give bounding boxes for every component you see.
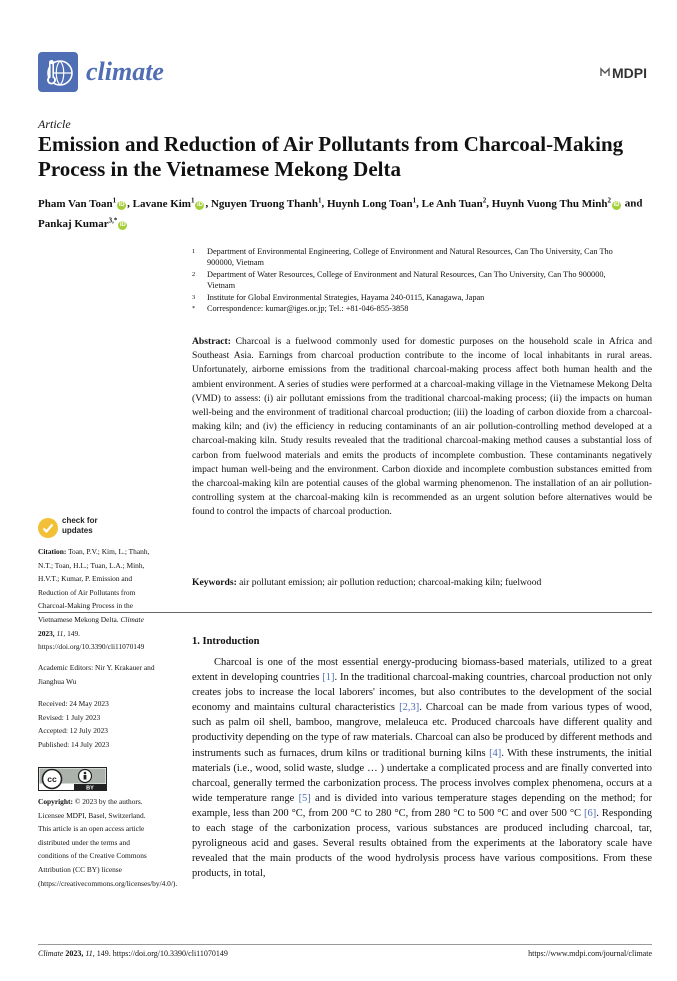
author: [211, 198, 322, 210]
citation-link[interactable]: [4]: [489, 747, 502, 759]
footer-volume: 11,: [85, 949, 95, 958]
footer-year: 2023,: [65, 949, 84, 958]
affiliation-mark: 2: [192, 270, 196, 278]
publisher-name: MDPI: [612, 65, 647, 81]
citation-text: Toan, P.V.; Kim, L.; Thanh, N.T.; Toan, H.L.; Tuan, L.A.; Minh, H.V.T.; Kumar, P. Emission and Reduction of Air Pollutants from Charcoal-Making Process in the Vietnamese Mekong Delta.: [38, 547, 150, 624]
cc-icon: cc: [47, 774, 57, 784]
citation-link[interactable]: [2,3]: [399, 702, 420, 714]
orcid-icon[interactable]: iD: [118, 201, 125, 208]
footer-divider: [38, 944, 652, 945]
citation-journal: Climate: [120, 614, 144, 624]
date-published: Published: 14 July 2023: [38, 739, 110, 749]
intro-text: Charcoal is one of the most essential energy-producing biomass-based materials, utilized to a great extent in developing countries: [192, 657, 652, 684]
by-label: BY: [86, 785, 94, 791]
affiliation-text: Institute for Global Environmental Strategies, Hayama 240-0115, Kanagawa, Japan: [207, 292, 485, 302]
publisher-logo: [598, 62, 652, 89]
affiliation-text: Correspondence: kumar@iges.or.jp; Tel.: +81-046-855-3858: [207, 304, 409, 314]
author-affiliation-mark: 1: [112, 196, 117, 204]
copyright-text: © 2023 by the authors. Licensee MDPI, Basel, Switzerland. This article is an open access article distributed under the terms and conditions of the Creative Commons Attribution (CC BY) license (https://creativecommons.org/licenses/by/4.0/).: [38, 797, 178, 888]
affiliation-3: [192, 292, 632, 303]
citation-year: 2023,: [38, 628, 55, 638]
article-title: Emission and Reduction of Air Pollutants from Charcoal-Making Process in the Vietnamese Mekong Delta: [38, 132, 624, 181]
check-updates-line2: updates: [62, 526, 93, 535]
copyright-label: Copyright:: [38, 797, 73, 806]
author-affiliation-mark: 2: [607, 196, 611, 204]
introduction-paragraph: [192, 655, 652, 881]
thermometer-globe-icon: [38, 52, 78, 92]
author-name: Huynh Long Toan: [326, 197, 413, 210]
author-list: Pham Van Toan$^1$iD , Lavane Kim$^1$iD , Nguyen Truong Thanh$^1$, Huynh Long Toan$^1$, Le Anh Tuan$^2$, Huynh Vuong Thu Minh$^2$iD and Pankaj Kumar$^{3,*}$iD: [38, 196, 643, 231]
citation-link[interactable]: [6]: [584, 807, 597, 819]
author-name: Nguyen Truong Thanh: [210, 197, 318, 210]
cc-by-license-badge[interactable]: [38, 767, 107, 791]
publication-dates: [38, 697, 160, 751]
citation-doi[interactable]: 149. https://doi.org/10.3390/cli11070149: [38, 628, 145, 652]
affiliations: [192, 246, 632, 314]
author: [38, 218, 128, 230]
journal-logo: [38, 52, 78, 92]
affiliation-text: Department of Environmental Engineering, College of Environment and Natural Resources, Can Tho University, Can Tho 900000, Vietnam: [207, 247, 613, 268]
abstract: [192, 335, 652, 520]
footer-journal: Climate: [38, 949, 64, 958]
citation-volume: 11,: [56, 628, 66, 638]
intro-text: . Charcoal can be made from various types of wood, such as palm oil shell, bamboo, mangrove, melaleuca etc. Produced charcoals have different quality and productivity depending on the type of raw materials. Charcoal can also be produced by different methods and instruments such as furnaces, drum kilns or traditional burning kilns: [192, 702, 652, 759]
keywords: [192, 577, 652, 588]
journal-name: climate: [86, 57, 164, 86]
author-name: Pankaj Kumar: [38, 218, 109, 231]
abstract-text: Charcoal is a fuelwood commonly used for domestic purposes on the household scale in Africa and Southeast Asia. Earnings from charcoal production contribute to the income of local inhabitants in rural areas. Unfortunately, airborne emissions from the traditional charcoal-making process affect both human health and the ambient environment. A series of studies were performed at a charcoal-making village in the Vietnamese Mekong Delta (VMD) to assess: (i) air pollutant emissions from the traditional charcoal-making process; (ii) the impacts on human well-being and the environment of traditional charcoal production; (iii) the loading of carbon dioxide from a charcoal-making kiln; and (iv) the efficiency in reducing contaminants of an air pollution-controlling method developed at a charcoal-making kiln. Study results revealed that the traditional charcoal-making method causes a substantial loss of carbon from fuelwood materials and emits the products of incomplete combustion. These contaminants negatively impact human well-being and the environment. Carbon dioxide and incomplete combustion substances emitted from the charcoal-making kiln are potential causes of the global warming phenomenon. The installation of an air pollution-controlling system at the charcoal-making kiln is recommended as an urgent solution before alternatives would be found to control the impacts of charcoal production.: [192, 336, 652, 518]
citation-link[interactable]: [1]: [322, 672, 335, 684]
intro-text: . Responding to each stage of the carbonization process, various substances are produced including charcoal, tar, pyroligneous acid and gases. Several results obtained from the experiments at the laboratory scale have revealed that the main products of the wood hydrolysis process have various compositions. From these products, in total,: [192, 807, 652, 880]
author-affiliation-mark: 1: [412, 196, 417, 204]
author-affiliation-mark: 3,*: [108, 216, 118, 225]
author: [492, 198, 622, 210]
academic-editors: Academic Editors: Nir Y. Krakauer and Jianghua Wu: [38, 663, 155, 686]
affiliation-mark: 3: [192, 293, 196, 301]
keywords-label: Keywords:: [192, 577, 237, 588]
abstract-label: Abstract:: [192, 336, 231, 347]
citation: [38, 545, 160, 654]
article-type: Article: [38, 117, 71, 131]
affiliation-2: [192, 269, 632, 292]
author-name: Lavane Kim: [132, 197, 191, 210]
author-affiliation-mark: 2: [482, 196, 487, 204]
intro-text: and is divided into various temperature stages depending on the method; for example, less than 200 °C, from 200 °C to 280 °C, from 280 °C to 500 °C and over 500 °C: [192, 792, 652, 819]
author: [327, 198, 416, 210]
intro-text: . With these instruments, the initial materials (i.e., wood, solid waste, sludge … ) undertake a complicated process and are finally converted into charcoal, generally termed the carbonization process. The process involves complex phenomena, occurs at a wide temperature range: [192, 747, 652, 804]
orcid-icon[interactable]: iD: [196, 201, 203, 208]
author-name: Huynh Vuong Thu Minh: [491, 197, 608, 210]
date-accepted: Accepted: 12 July 2023: [38, 726, 108, 736]
correspondence: [192, 303, 632, 314]
footer-citation: [38, 949, 228, 958]
author-name: Le Anh Tuan: [421, 197, 483, 210]
keywords-text: air pollutant emission; air pollution reduction; charcoal-making kiln; fuelwood: [239, 577, 542, 588]
author-name: Pham Van Toan: [38, 197, 113, 210]
check-updates-icon: [38, 518, 58, 538]
mdpi-logo-icon: [598, 62, 652, 84]
author-affiliation-mark: 1: [190, 196, 195, 204]
author-affiliation-mark: 1: [317, 196, 322, 204]
author: [422, 198, 487, 210]
intro-text: . In the traditional charcoal-making countries, charcoal production not only creates jobs to increase the local laborers' incomes, but also contributes to the development of the social economy and maintains cultural characteristics: [192, 672, 652, 714]
citation-link[interactable]: [5]: [298, 792, 311, 804]
author: [133, 198, 206, 210]
affiliation-mark: *: [192, 305, 196, 313]
author: [38, 198, 127, 210]
affiliation-1: [192, 246, 632, 269]
check-updates-line1: check for: [62, 516, 98, 525]
copyright-notice: [38, 795, 178, 890]
orcid-icon[interactable]: iD: [119, 222, 126, 229]
date-received: Received: 24 May 2023: [38, 699, 109, 708]
footer-doi[interactable]: 149. https://doi.org/10.3390/cli11070149: [96, 949, 228, 958]
section-heading: 1. Introduction: [192, 636, 260, 647]
footer-journal-url[interactable]: https://www.mdpi.com/journal/climate: [528, 949, 652, 958]
date-revised: Revised: 1 July 2023: [38, 712, 101, 722]
affiliation-text: Department of Water Resources, College of Environment and Natural Resources, Can Tho University, Can Tho 900000, Vietnam: [207, 269, 606, 291]
citation-label: Citation:: [38, 547, 67, 556]
orcid-icon[interactable]: iD: [613, 201, 620, 208]
check-for-updates-button[interactable]: [38, 516, 178, 540]
check-updates-label: [62, 516, 98, 536]
affiliation-mark: 1: [192, 248, 196, 255]
